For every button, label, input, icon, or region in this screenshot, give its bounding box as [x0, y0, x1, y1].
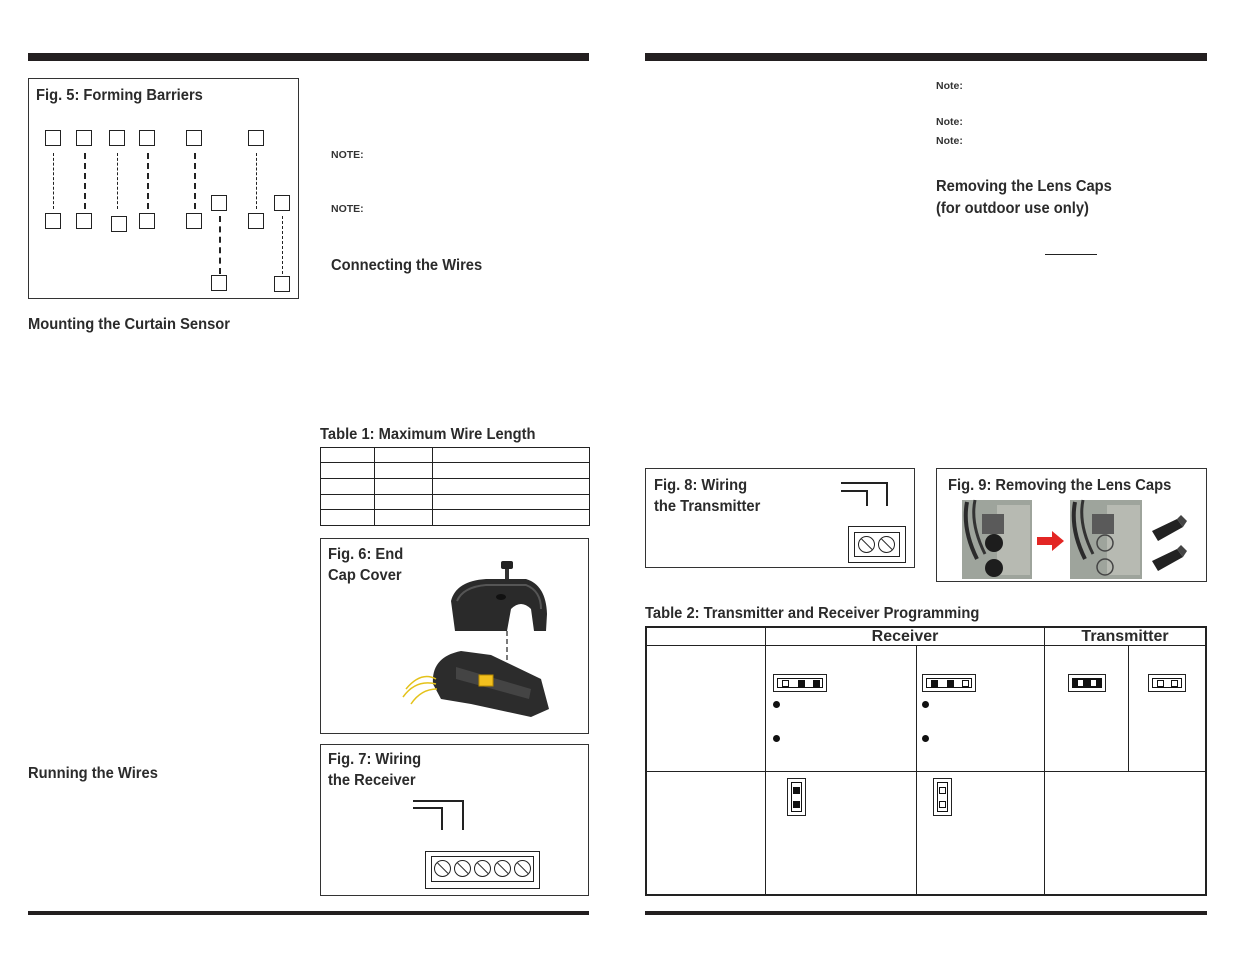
top-rule-left [28, 53, 589, 61]
barrier-sensor [186, 213, 202, 229]
barrier-sensor [274, 276, 290, 292]
barrier-sensor [274, 195, 290, 211]
fig8-wiring-transmitter [645, 468, 915, 568]
fig9-title: Fig. 9: Removing the Lens Caps [948, 477, 1172, 494]
note-label: NOTE: [331, 149, 364, 161]
underline-rule [1045, 254, 1097, 255]
note-label: Note: [936, 116, 963, 128]
transmitter-terminal-block [848, 526, 906, 563]
barrier-sensor [139, 213, 155, 229]
jumper-2pin-horizontal [1148, 674, 1186, 692]
fig6-title: Fig. 6: End Cap Cover [328, 546, 404, 584]
fig8-title: Fig. 8: Wiring the Transmitter [654, 477, 761, 515]
receiver-terminal-block [425, 851, 540, 889]
heading-mounting-sensor: Mounting the Curtain Sensor [28, 316, 230, 333]
barrier-sensor [45, 213, 61, 229]
barrier-sensor [186, 130, 202, 146]
bullet-icon [773, 735, 780, 742]
top-rule-right [645, 53, 1207, 61]
fig9-removing-lens-caps [936, 468, 1207, 582]
table2-programming [645, 626, 1207, 896]
note-label: NOTE: [331, 203, 364, 215]
beam-line [256, 153, 257, 209]
barrier-sensor [109, 130, 125, 146]
barrier-sensor [248, 213, 264, 229]
bullet-icon [773, 701, 780, 708]
fig7-title: Fig. 7: Wiring the Receiver [328, 751, 422, 789]
table1-max-wire-length [320, 447, 590, 526]
barrier-sensor [76, 130, 92, 146]
fig5-forming-barriers [28, 78, 299, 299]
table2-header-receiver: Receiver [871, 628, 939, 645]
lens-caps-illustration [937, 469, 1208, 583]
table1-title: Table 1: Maximum Wire Length [320, 426, 536, 443]
heading-running-wires: Running the Wires [28, 765, 158, 782]
barrier-sensor [211, 195, 227, 211]
barrier-sensor [139, 130, 155, 146]
beam-line [84, 153, 86, 209]
beam-line [147, 153, 149, 209]
barrier-sensor [211, 275, 227, 291]
note-label: Note: [936, 80, 963, 92]
end-cap-illustration [321, 539, 590, 735]
beam-line [219, 216, 221, 274]
beam-line [282, 216, 283, 274]
bullet-icon [922, 701, 929, 708]
jumper-2pin-vertical [933, 778, 952, 816]
barrier-sensor [76, 213, 92, 229]
jumper-2pin-vertical [787, 778, 806, 816]
fig6-end-cap-cover [320, 538, 589, 734]
jumper-3pin-horizontal [922, 674, 976, 692]
heading-connecting-wires: Connecting the Wires [331, 257, 483, 274]
barrier-sensor [45, 130, 61, 146]
table2-title: Table 2: Transmitter and Receiver Programming [645, 605, 980, 622]
fig7-wiring-receiver [320, 744, 589, 896]
jumper-2pin-horizontal [1068, 674, 1106, 692]
table2-header-transmitter: Transmitter [1081, 628, 1169, 645]
beam-line [53, 153, 54, 209]
bottom-rule-right [645, 911, 1207, 915]
bullet-icon [922, 735, 929, 742]
beam-line [117, 153, 118, 209]
note-label: Note: [936, 135, 963, 147]
jumper-3pin-horizontal [773, 674, 827, 692]
heading-removing-lens-caps: Removing the Lens Caps (for outdoor use only) [936, 178, 1112, 217]
barrier-sensor [248, 130, 264, 146]
bottom-rule-left [28, 911, 589, 915]
fig5-title: Fig. 5: Forming Barriers [36, 87, 203, 104]
barrier-sensor [111, 216, 127, 232]
beam-line [194, 153, 196, 209]
